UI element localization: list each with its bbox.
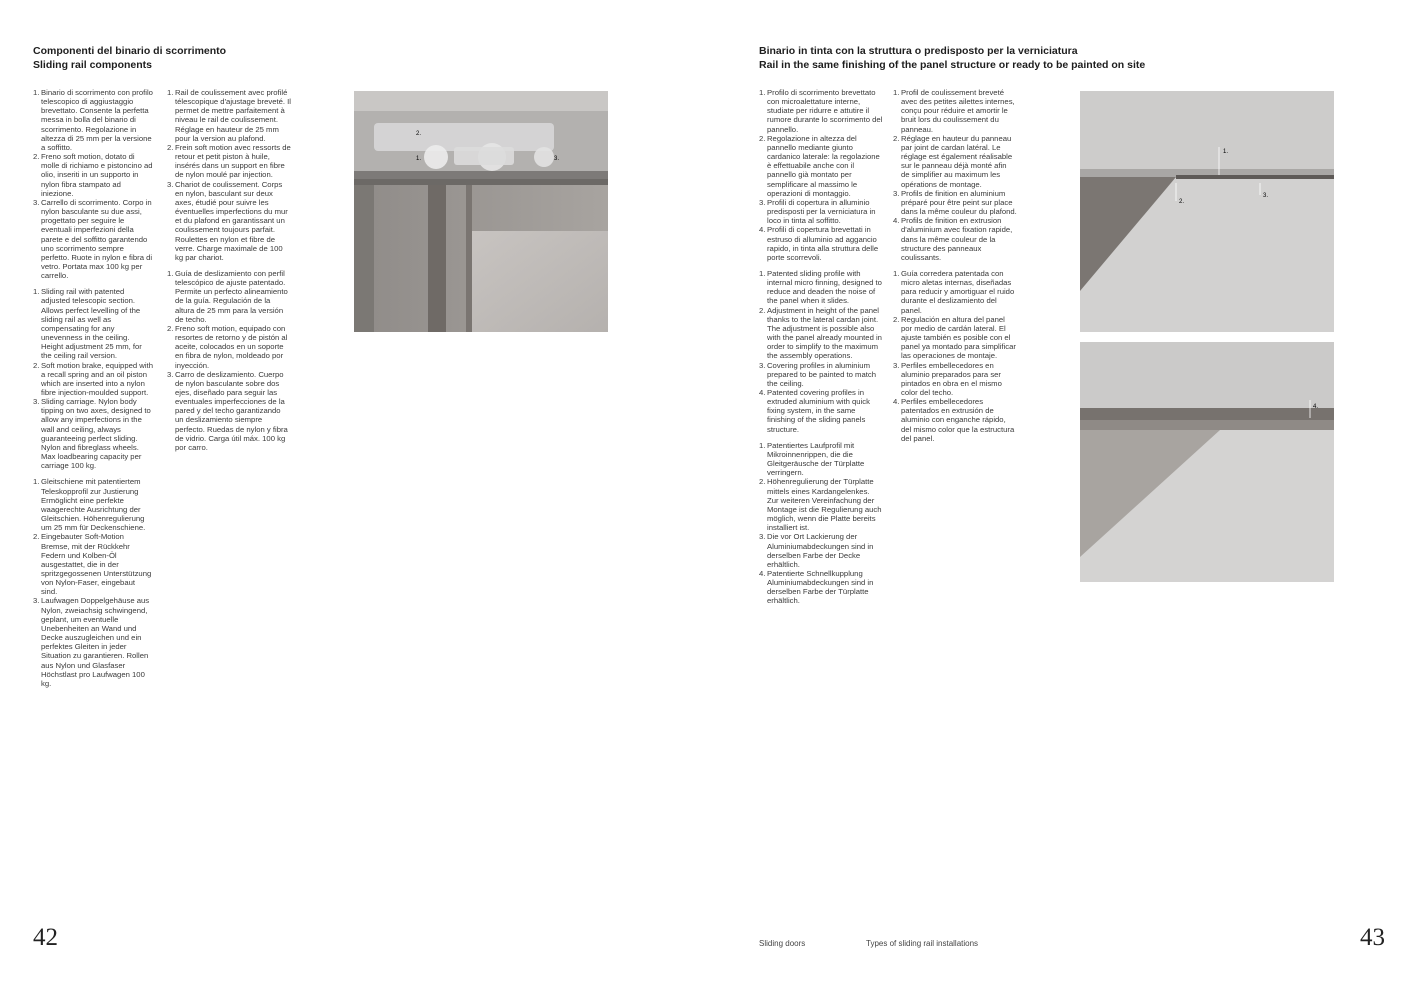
list-item: 3. Sliding carriage. Nylon body tipping on two axes, designed to allow any imperfections in the wall and ceiling, always guaranteeing perfect sliding. Nylon and fibreglass wheels. Max loadbearing capacity per carriage 100 kg. bbox=[33, 397, 151, 471]
list-fr bbox=[167, 88, 291, 262]
list-item: 4. Patentierte Schnellkupplung Aluminiumabdeckungen sind in derselben Farbe der Türplatte erhältlich. bbox=[759, 568, 874, 606]
rail-finish-illustration bbox=[1080, 342, 1334, 582]
list-item: 1. Binario di scorrimento con profilo telescopico di aggiustaggio brevettato. Consente la perfetta messa in bolla del binario di scorrimento. Regolazione in altezza di 25 mm per la versione a soffitto. bbox=[33, 88, 153, 152]
list-item: 2. Frein soft motion avec ressorts de retour et petit piston à huile, insérés dans un support en fibre de nylon moulé par injection. bbox=[167, 142, 291, 180]
list-es bbox=[893, 269, 1017, 443]
left-title-block bbox=[33, 44, 226, 72]
list-item: 2. Eingebauter Soft-Motion Bremse, mit der Rückkehr Federn und Kolben-Öl ausgestattet, die in der spritzgegossenen Unterstützung von Nylon-Faser, eingebaut sind. bbox=[33, 532, 152, 597]
list-fr bbox=[893, 88, 1017, 262]
right-column-1 bbox=[759, 88, 883, 613]
list-item: 3. Covering profiles in aluminium prepared to be painted to match the ceiling. bbox=[759, 360, 876, 388]
list-item: 1. Patentiertes Laufprofil mit Mikroinnenrippen, die die Gleitgeräusche der Türplatte verringern. bbox=[759, 440, 865, 478]
right-title-block bbox=[759, 44, 1145, 72]
list-item: 4. Patented covering profiles in extruded aluminium with quick fixing system, in the same finishing of the sliding panels structure. bbox=[759, 388, 870, 434]
list-item: 1. Patented sliding profile with internal micro finning, designed to reduce and deaden the noise of the panel when it slides. bbox=[759, 268, 882, 306]
right-column-2 bbox=[893, 88, 1017, 450]
list-en bbox=[33, 287, 153, 470]
list-de bbox=[759, 441, 883, 606]
list-item: 3. Perfiles embellecedores en aluminio preparados para ser pintados en obra en el mismo color del techo. bbox=[893, 360, 1002, 397]
footer-section: Sliding doors bbox=[759, 939, 806, 948]
left-column-1 bbox=[33, 88, 153, 695]
list-es bbox=[167, 269, 291, 452]
page-number-left: 42 bbox=[33, 924, 58, 951]
list-item: 4. Profili di copertura brevettati in estruso di alluminio ad aggancio rapido, in tinta alla struttura delle porte scorrevoli. bbox=[759, 225, 879, 262]
list-item: 1. Gleitschiene mit patentiertem Teleskopprofil zur Justierung Ermöglicht eine perfekte waagerechte Ausrichtung der Gleitschien. Höhenregulierung um 25 mm für Deckenschiene. bbox=[33, 477, 146, 533]
list-item: 3. Carrello di scorrimento. Corpo in nylon basculante su due assi, progettato per seguire le eventuali imperfezioni della parete e del soffitto garantendo uno scorrimento sempre perfetto. Ruote in nylon e fibra di vetro. Portata max 100 kg per carrello. bbox=[33, 197, 153, 281]
callout-label: 1. bbox=[416, 156, 422, 162]
list-item: 1. Guía de deslizamiento con perfil telescópico de ajuste patentado. Permite un perfecto alineamiento de la guía. Regulación de la altura de 25 mm para la versión de techo. bbox=[167, 268, 288, 324]
callout-label: 2. bbox=[416, 131, 422, 137]
rail-carriage-illustration bbox=[354, 91, 608, 332]
list-en bbox=[759, 269, 883, 434]
left-title-en: Sliding rail components bbox=[33, 59, 153, 71]
list-item: 2. Freno soft motion, dotato di molle di richiamo e pistoncino ad olio, inseriti in un supporto in nylon fibra stampato ad iniezione. bbox=[33, 152, 153, 198]
list-item: 2. Höhenregulierung der Türplatte mittels eines Kardangelenkes. Zur weiteren Vereinfachung der Montage ist die Regulierung auch möglich, wenn die Platte bereits installiert ist. bbox=[759, 477, 882, 533]
callout-label: 3. bbox=[554, 156, 560, 162]
rail-painted-photo bbox=[1080, 91, 1334, 332]
list-item: 3. Laufwagen Doppelgehäuse aus Nylon, zweiachsig schwingend, geplant, um eventuelle Unebenheiten an Wand und Decke auszugleichen und ein perfektes Gleiten in jeder Situation zu garantieren. Rollen aus Nylon und Glasfaser Höchstlast pro Laufwagen 100 kg. bbox=[33, 596, 150, 688]
right-title-it: Binario in tinta con la struttura o predisposto per la verniciatura bbox=[759, 45, 1078, 57]
list-item: 1. Guía corredera patentada con micro aletas internas, diseñadas para reducir y amortiguar el ruido durante el deslizamiento del panel. bbox=[893, 268, 1015, 315]
list-item: 2. Regulación en altura del panel por medio de cardán lateral. El ajuste también es posible con el panel ya montado para simplificar las operaciones de montaje. bbox=[893, 314, 1016, 361]
list-item: 2. Regolazione in altezza del pannello mediante giunto cardanico laterale: la regolazione è effettuabile anche con il pannello già montato per semplificare al massimo le operazioni di montaggio. bbox=[759, 133, 880, 198]
list-item: 3. Profili di copertura in alluminio predisposti per la verniciatura in loco in tinta al soffitto. bbox=[759, 197, 876, 226]
list-item: 2. Adjustment in height of the panel thanks to the lateral cardan joint. The adjustment is possible also with the panel already mounted in order to simplify to the maximum the assembly operations. bbox=[759, 305, 882, 361]
list-it bbox=[33, 88, 153, 280]
page-number-right: 43 bbox=[1360, 924, 1385, 951]
list-item: 1. Profil de coulissement breveté avec des petites ailettes internes, conçu pour réduire et amortir le bruit lors du coulissement du panneau. bbox=[893, 88, 1015, 134]
left-title-it: Componenti del binario di scorrimento bbox=[33, 45, 227, 57]
callout-label: 4. bbox=[1313, 404, 1319, 410]
callout-label: 3. bbox=[1263, 193, 1269, 199]
list-item: 3. Die vor Ort Lackierung der Aluminiumabdeckungen sind in derselben Farbe der Decke erhältlich. bbox=[759, 532, 874, 569]
rail-finish-photo bbox=[1080, 342, 1334, 582]
list-item: 2. Réglage en hauteur du panneau par joint de cardan latéral. Le réglage est également réalisable sur le panneau déjà monté afin de simplifier au maximum les opérations de montage. bbox=[893, 133, 1013, 189]
footer-subsection: Types of sliding rail installations bbox=[866, 939, 979, 948]
list-item: 1. Profilo di scorrimento brevettato con microalettature interne, studiate per ridurre e attutire il rumore durante lo scorrimento del pannello. bbox=[759, 88, 883, 134]
right-title-en: Rail in the same finishing of the panel structure or ready to be painted on site bbox=[759, 59, 1146, 71]
list-item: 1. Rail de coulissement avec profilé télescopique d'ajustage breveté. Il permet de mettre parfaitement à niveau le rail de coulissement. Réglage en hauteur de 25 mm pour la version au plafond. bbox=[167, 88, 292, 143]
rail-painted-illustration bbox=[1080, 91, 1334, 332]
list-item: 3. Chariot de coulissement. Corps en nylon, basculant sur deux axes, étudié pour suivre les éventuelles imperfections du mur et du plafond en garantissant un coulissement toujours parfait. Roulettes en nylon et fibre de verre. Charge maximale de 100 kg par chariot. bbox=[167, 179, 288, 262]
list-item: 1. Sliding rail with patented adjusted telescopic section. Allows perfect levelling of the sliding rail as well as compensating for any unevenness in the ceiling. Height adjustment 25 mm, for the ceiling rail version. bbox=[33, 287, 142, 361]
callout-label: 1. bbox=[1223, 149, 1229, 155]
rail-carriage-photo bbox=[354, 91, 608, 332]
list-item: 4. Perfiles embellecedores patentados en extrusión de aluminio con enganche rápido, del mismo color que la estructura del panel. bbox=[893, 397, 1015, 443]
list-de bbox=[33, 477, 153, 688]
left-column-2 bbox=[167, 88, 291, 459]
list-item: 3. Profils de finition en aluminium préparé pour être peint sur place dans la même couleur du plafond. bbox=[893, 188, 1017, 217]
callout-label: 2. bbox=[1179, 199, 1185, 205]
list-item: 3. Carro de deslizamiento. Cuerpo de nylon basculante sobre dos ejes, diseñado para seguir las eventuales imperfecciones de la pared y del techo garantizando un deslizamiento siempre perfecto. Ruedas de nylon y fibra de vidrio. Carga útil máx. 100 kg por carro. bbox=[167, 369, 288, 452]
list-it bbox=[759, 88, 883, 262]
list-item: 4. Profils de finition en extrusion d'aluminium avec fixation rapide, dans la même couleur de la structure des panneaux coulissants. bbox=[893, 216, 1013, 262]
list-item: 2. Soft motion brake, equipped with a recall spring and an oil piston which are inserted into a nylon fibre injection-moulded support. bbox=[33, 360, 153, 397]
list-item: 2. Freno soft motion, equipado con resortes de retorno y de pistón al aceite, colocados en un soporte en fibra de nylon, moldeado por inyección. bbox=[167, 323, 288, 370]
